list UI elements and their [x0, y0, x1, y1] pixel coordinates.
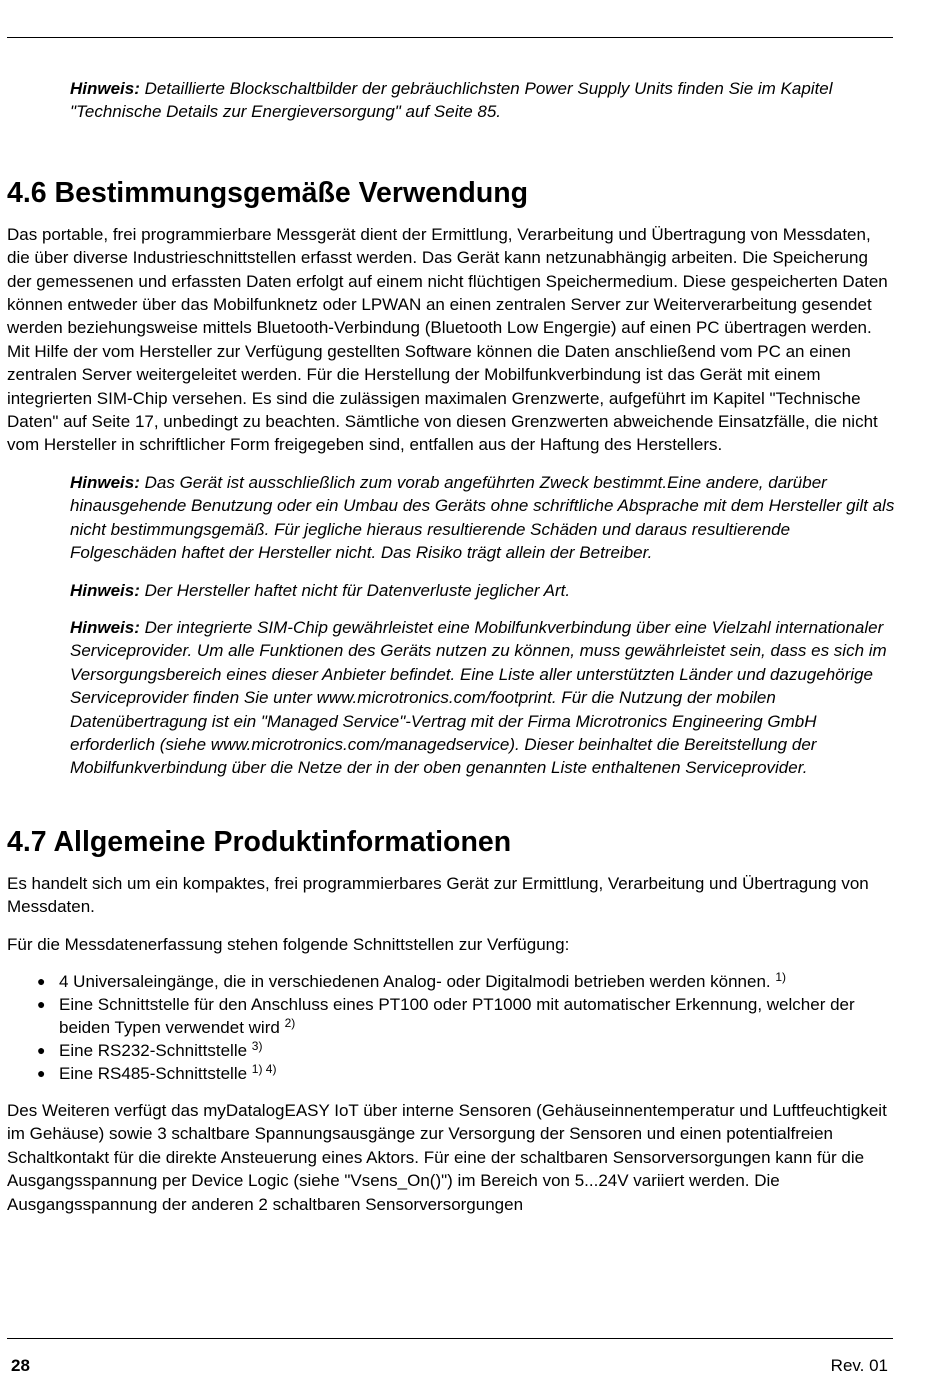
note-text: Der integrierte SIM-Chip gewährleistet eine Mobilfunkverbindung über eine Vielzahl internationaler Serviceprovider. Um alle Funktionen des Geräts nutzen zu können, muss gewährleistet sein, dass es sich im Versorgungsbereich eines dieser Anbieter befindet. Eine Liste aller unterstützten Länder und dazugehörige Serviceprovider finden Sie unter www.microtronics.com/footprint. Für die Nutzung der mobilen Datenübertragung ist ein "Managed Service"-Vertrag mit der Firma Microtronics Engineering GmbH erforderlich (siehe www.microtronics.com/managedservice). Dieser beinhaltet die Bereitstellung der Mobilfunkverbindung über die Netze der in der oben genannten Liste enthaltenen Serviceprovider. [70, 617, 887, 778]
interfaces-list [7, 970, 895, 1085]
page-number: 28 [11, 1356, 30, 1375]
list-item [7, 1062, 895, 1085]
bullet-icon: ● [37, 1064, 46, 1081]
bullet-icon: ● [37, 972, 46, 989]
note-block-power-supply [70, 77, 895, 124]
footnote-ref: 3) [251, 1038, 263, 1053]
list-item-text: Eine RS485-Schnittstelle [59, 1063, 252, 1083]
note-text: Der Hersteller haftet nicht für Datenverluste jeglicher Art. [139, 580, 571, 600]
list-item [7, 993, 895, 1039]
footnote-ref: 2) [284, 1015, 296, 1030]
section-heading-4-6: 4.6 Bestimmungsgemäße Verwendung [7, 176, 529, 209]
bullet-icon: ● [37, 1041, 46, 1058]
note-text: Detaillierte Blockschaltbilder der gebräuchlichsten Power Supply Units finden Sie im Kapitel "Technische Details zur Energieversorgung" auf Seite 85. [70, 79, 833, 122]
note-block-sim-chip [70, 616, 895, 780]
list-item-text: 4 Universaleingänge, die in verschiedenen Analog- oder Digitalmodi betrieben werden können. [59, 971, 776, 991]
note-label: Hinweis: [70, 617, 140, 637]
list-item-text: Eine RS232-Schnittstelle [59, 1040, 252, 1060]
note-label: Hinweis: [70, 472, 140, 492]
note-text: Das Gerät ist ausschließlich zum vorab angeführten Zweck bestimmt.Eine andere, darüber hinausgehende Benutzung oder ein Umbau des Geräts ohne schriftliche Absprache mit dem Hersteller gilt als nicht bestimmungsgemäß. Für jegliche hieraus resultierende Schäden und daraus resultierende Folgeschäden haftet der Hersteller nicht. Das Risiko trägt allein der Betreiber. [70, 472, 895, 563]
note-label: Hinweis: [70, 580, 140, 600]
page-content [7, 77, 895, 1216]
note-block-intended-use [70, 471, 895, 565]
interfaces-lead: Für die Messdatenerfassung stehen folgende Schnittstellen zur Verfügung: [7, 934, 570, 954]
footnote-ref: 1) [775, 969, 787, 984]
section-4-7-intro: Es handelt sich um ein kompaktes, frei programmierbares Gerät zur Ermittlung, Verarbeitung und Übertragung von Messdaten. [7, 873, 869, 917]
section-heading-4-7: 4.7 Allgemeine Produktinformationen [7, 825, 512, 858]
list-item-text: Eine Schnittstelle für den Anschluss eines PT100 oder PT1000 mit automatischer Erkennung, welcher der beiden Typen verwendet wird [59, 994, 855, 1037]
footnote-ref: 1) 4) [251, 1061, 277, 1076]
list-item [7, 1039, 895, 1062]
bullet-icon: ● [37, 995, 46, 1012]
note-block-data-loss [70, 579, 895, 602]
list-item [7, 970, 895, 993]
section-4-6-body: Das portable, frei programmierbare Messgerät dient der Ermittlung, Verarbeitung und Übertragung von Messdaten, die über diverse Industrieschnittstellen erfasst werden. Das Gerät kann netzunabhängig arbeiten. Die Speicherung der gemessenen und erfassten Daten erfolgt auf einem nicht flüchtigen Speichermedium. Diese gespeicherten Daten können entweder über das Mobilfunknetz oder LPWAN an einen zentralen Server zur Weiterverarbeitung gesendet werden beziehungsweise mittels Bluetooth-Verbindung (Bluetooth Low Engergie) auf einen PC übertragen werden. Mit Hilfe der vom Hersteller zur Verfügung gestellten Software können die Daten anschließend vom PC an einen zentralen Server weitergeleitet werden. Für die Herstellung der Mobilfunkverbindung ist das Gerät mit einem integrierten SIM-Chip versehen. Es sind die zulässigen maximalen Grenzwerte, aufgeführt im Kapitel "Technische Daten" auf Seite 17, unbedingt zu beachten. Sämtliche von diesen Grenzwerten abweichende Einsatzfälle, die nicht vom Hersteller in schriftlicher Form freigegeben sind, entfallen aus der Haftung des Herstellers. [7, 224, 888, 455]
revision-label: Rev. 01 [830, 1356, 888, 1375]
header-rule [7, 37, 893, 38]
section-4-7-body: Des Weiteren verfügt das myDatalogEASY IoT über interne Sensoren (Gehäuseinnentemperatur und Luftfeuchtigkeit im Gehäuse) sowie 3 schaltbare Spannungsausgänge zur Versorgung der Sensoren und einen potentialfreien Schaltkontakt für die direkte Ansteuerung eines Aktors. Für eine der schaltbaren Sensorversorgungen kann für die Ausgangsspannung per Device Logic (siehe "Vsens_On()") im Bereich von 5...24V variiert werden. Die Ausgangsspannung der anderen 2 schaltbaren Sensorversorgungen [7, 1100, 887, 1214]
note-label: Hinweis: [70, 79, 140, 98]
footer-rule [7, 1338, 893, 1339]
